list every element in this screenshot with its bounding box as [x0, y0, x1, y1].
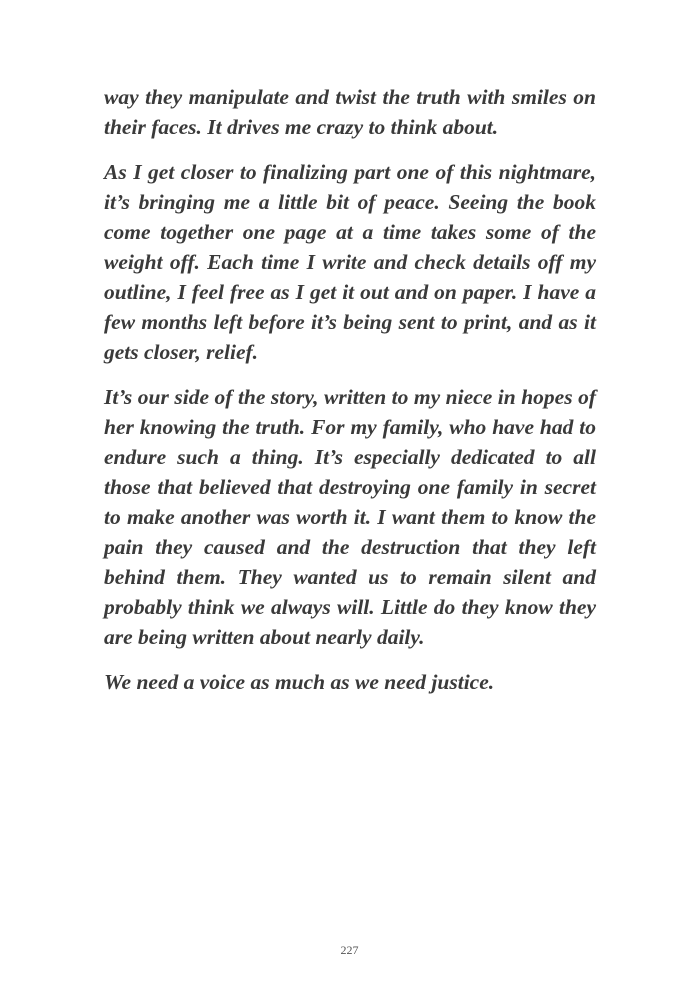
paragraph-closing: We need a voice as much as we need justice.: [104, 670, 495, 694]
body-text: [104, 82, 596, 712]
paragraph-finalizing: As I get closer to finalizing part one of this nightmare, it’s bringing me a little bit of peace. Seeing the book come together one page at a time takes some of the weight off. Each time I write and check details off my outline, I feel free as I get it out and on paper. I have a few months left before it’s being sent to print, and as it gets closer, relief.: [104, 160, 596, 364]
paragraph-our-side: It’s our side of the story, written to my niece in hopes of her knowing the truth. For my family, who have had to endure such a thing. It’s especially dedicated to all those that believed that destroying one family in secret to make another was worth it. I want them to know the pain they caused and the destruction that they left behind them. They wanted us to remain silent and probably think we always will. Little do they know they are being written about nearly daily.: [104, 385, 596, 649]
paragraph-continued: way they manipulate and twist the truth with smiles on their faces. It drives me crazy to think about.: [104, 85, 596, 139]
page-number: 227: [340, 943, 359, 957]
